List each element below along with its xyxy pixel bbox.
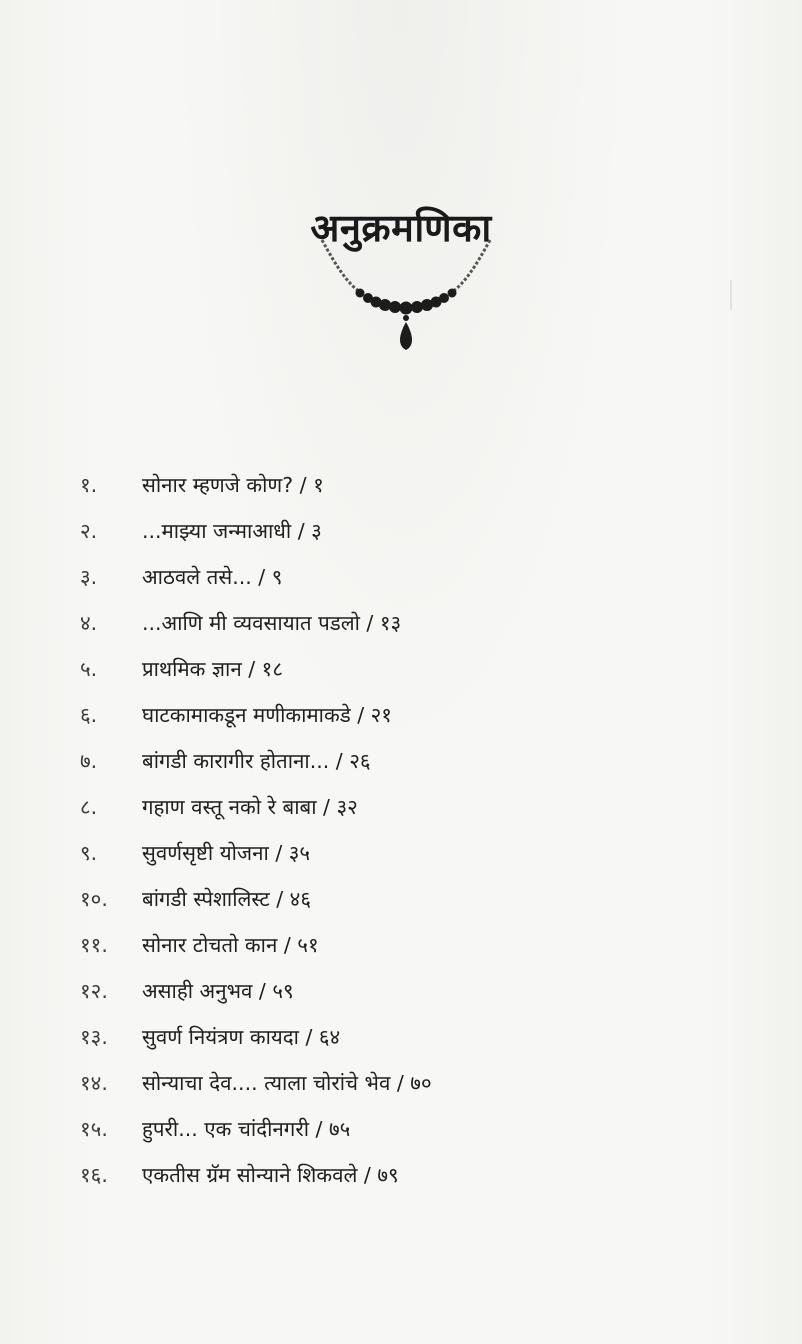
- toc-entry: हुपरी... एक चांदीनगरी / ७५: [142, 1117, 351, 1141]
- toc-item: [80, 462, 740, 508]
- toc-number: ११.: [80, 933, 108, 957]
- toc-entry: सोनार म्हणजे कोण? / १: [142, 473, 324, 497]
- toc-entry: प्राथमिक ज्ञान / १८: [142, 657, 283, 681]
- toc-number: ४.: [80, 611, 98, 635]
- toc-entry: सुवर्ण नियंत्रण कायदा / ६४: [142, 1025, 341, 1049]
- toc-number: १०.: [80, 887, 108, 911]
- toc-item: [80, 1152, 740, 1198]
- toc-item: [80, 968, 740, 1014]
- toc-item: [80, 830, 740, 876]
- toc-entry: बांगडी कारागीर होताना... / २६: [142, 749, 371, 773]
- necklace-icon: [318, 236, 494, 360]
- toc-item: [80, 876, 740, 922]
- toc-entry: ...माझ्या जन्माआधी / ३: [142, 519, 322, 543]
- toc-entry: एकतीस ग्रॅम सोन्याने शिकवले / ७९: [142, 1163, 399, 1187]
- toc-number: ९.: [80, 841, 98, 865]
- toc-number: ५.: [80, 657, 98, 681]
- toc-number: १६.: [80, 1163, 108, 1187]
- toc-number: १३.: [80, 1025, 108, 1049]
- toc-item: [80, 1014, 740, 1060]
- toc-number: १५.: [80, 1117, 108, 1141]
- toc-item: [80, 554, 740, 600]
- table-of-contents: [80, 462, 740, 1198]
- toc-item: [80, 646, 740, 692]
- page-edge-mark: [730, 280, 732, 310]
- toc-number: २.: [80, 519, 98, 543]
- toc-item: [80, 508, 740, 554]
- toc-entry: घाटकामाकडून मणीकामाकडे / २१: [142, 703, 392, 727]
- toc-number: १.: [80, 473, 98, 497]
- toc-number: ७.: [80, 749, 98, 773]
- toc-number: ६.: [80, 703, 98, 727]
- toc-entry: सोनार टोचतो कान / ५१: [142, 933, 319, 957]
- toc-entry: सोन्याचा देव.... त्याला चोरांचे भेव / ७०: [142, 1071, 432, 1095]
- toc-number: १२.: [80, 979, 108, 1003]
- toc-entry: आठवले तसे... / ९: [142, 565, 283, 589]
- toc-item: [80, 692, 740, 738]
- toc-item: [80, 1060, 740, 1106]
- toc-entry: सुवर्णसृष्टी योजना / ३५: [142, 841, 311, 865]
- toc-entry: गहाण वस्तू नको रे बाबा / ३२: [142, 795, 358, 819]
- toc-number: ८.: [80, 795, 98, 819]
- toc-entry: असाही अनुभव / ५९: [142, 979, 294, 1003]
- toc-item: [80, 922, 740, 968]
- toc-item: [80, 738, 740, 784]
- toc-number: १४.: [80, 1071, 108, 1095]
- page-title: अनुक्रमणिका: [310, 206, 492, 251]
- toc-item: [80, 600, 740, 646]
- toc-number: ३.: [80, 565, 98, 589]
- toc-item: [80, 1106, 740, 1152]
- toc-entry: ...आणि मी व्यवसायात पडलो / १३: [142, 611, 402, 635]
- toc-item: [80, 784, 740, 830]
- toc-entry: बांगडी स्पेशालिस्ट / ४६: [142, 887, 311, 911]
